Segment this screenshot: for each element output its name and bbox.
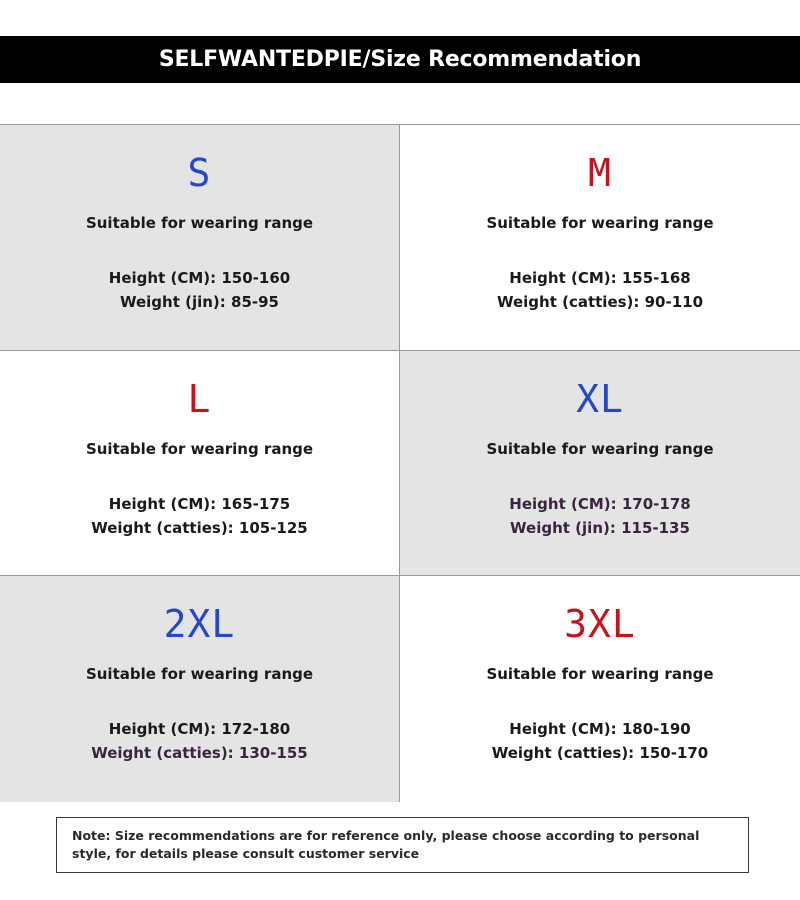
suitable-range-label: Suitable for wearing range (85, 665, 314, 683)
size-recommendation-grid (0, 124, 800, 801)
weight-range: Weight (catties): 150-170 (491, 744, 709, 762)
weight-range: Weight (catties): 130-155 (91, 744, 308, 762)
size-label: L (187, 377, 212, 421)
size-label: S (187, 151, 212, 195)
size-card-l (0, 351, 400, 576)
height-range: Height (CM): 155-168 (509, 269, 691, 287)
size-card-xl (400, 351, 800, 576)
height-range: Height (CM): 172-180 (108, 720, 291, 738)
height-range: Height (CM): 170-178 (509, 495, 691, 513)
size-card-3xl (400, 576, 800, 802)
weight-range: Weight (catties): 90-110 (496, 293, 704, 311)
size-card-m (400, 125, 800, 351)
note-text: Note: Size recommendations are for reference only, please choose according to personal style, for details please consult customer service (72, 828, 700, 861)
suitable-range-label: Suitable for wearing range (486, 665, 714, 683)
size-label: 3XL (564, 602, 636, 646)
height-range: Height (CM): 150-160 (108, 269, 291, 287)
page-title: SELFWANTEDPIE/Size Recommendation (158, 47, 642, 72)
suitable-range-label: Suitable for wearing range (85, 214, 314, 232)
size-label: M (588, 151, 612, 195)
weight-range: Weight (jin): 85-95 (119, 293, 279, 311)
title-banner (0, 36, 800, 83)
suitable-range-label: Suitable for wearing range (486, 440, 714, 458)
suitable-range-label: Suitable for wearing range (486, 214, 714, 232)
weight-range: Weight (catties): 105-125 (91, 519, 308, 537)
size-label: 2XL (163, 602, 236, 646)
size-card-s (0, 125, 400, 351)
size-label: XL (576, 377, 624, 421)
suitable-range-label: Suitable for wearing range (85, 440, 314, 458)
weight-range: Weight (jin): 115-135 (510, 519, 690, 537)
height-range: Height (CM): 165-175 (108, 495, 291, 513)
size-card-2xl (0, 576, 400, 802)
height-range: Height (CM): 180-190 (509, 720, 691, 738)
note-box (56, 817, 749, 873)
